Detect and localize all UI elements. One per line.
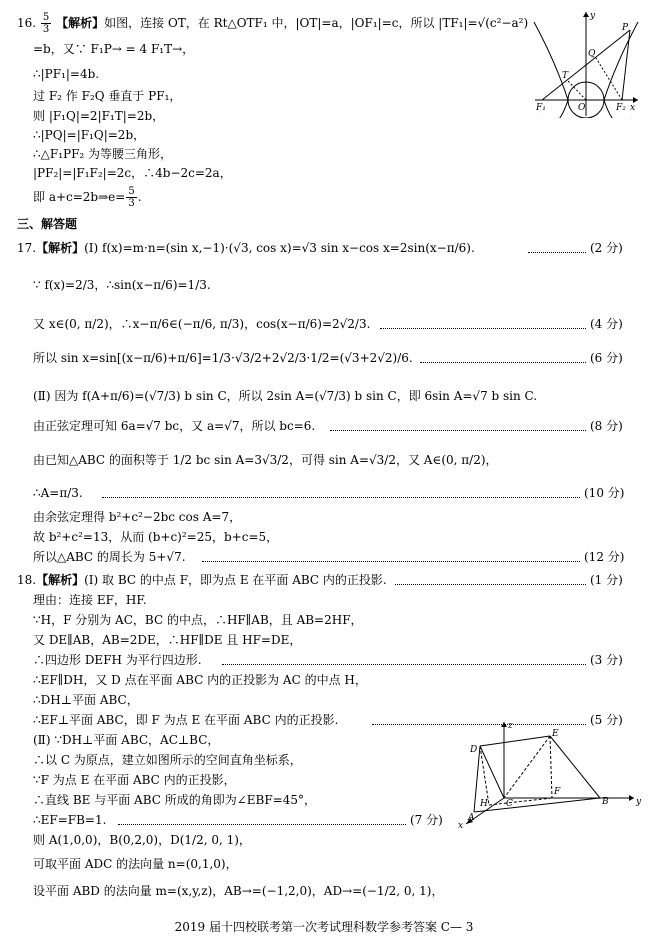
q17-score11: (12 分) <box>584 550 625 564</box>
label-a: A <box>468 813 475 823</box>
label-x: x <box>630 103 636 113</box>
q17-score8: (10 分) <box>584 486 625 500</box>
q16-line4: 过 F₂ 作 F₂Q 垂直于 PF₁， <box>33 89 182 103</box>
q18-line10: ∴以 C 为原点，建立如图所示的空间直角坐标系， <box>33 753 302 767</box>
line-f2q <box>596 58 622 100</box>
edge-ef <box>550 736 552 798</box>
edge-de <box>480 736 550 746</box>
q17-line2: ∵ f(x)=2/3，∴sin(x−π/6)=1/3. <box>33 278 211 292</box>
label-z: z <box>508 721 513 731</box>
q17-line5: (Ⅱ) 因为 f(A+π/6)=(√7/3) b sin C，所以 2sin A=(√7/3) b sin C，即 6sin A=√7 b sin C. <box>33 389 538 403</box>
label-t: T <box>562 71 569 81</box>
label-c: C <box>506 799 513 809</box>
label-o: O <box>578 103 586 113</box>
q18-line4: 又 DE∥AB，AB=2DE，∴HF∥DE 且 HF=DE， <box>33 633 302 647</box>
q18-line7: ∴DH⊥平面 ABC， <box>33 693 139 707</box>
q16-line9: 即 a+c=2b⇒e= $\frac{5}{3}$ . <box>33 186 142 209</box>
q18-score8: (5 分) <box>590 713 623 727</box>
label-f: F <box>554 787 561 797</box>
q16-line1: 16. $\frac{5}{3}$ 【解析】如图，连接 OT，在 Rt△OTF₁ 中，|OT|=a，|OF₁|=c，所以 |TF₁|=√(c²−a²) <box>17 12 529 35</box>
q17-line6: 由正弦定理可知 6a=√7 bc，又 a=√7，所以 bc=6. <box>33 419 316 433</box>
label-x: x <box>458 821 464 830</box>
page-footer: 2019 届十四校联考第一次考试理科数学参考答案 C— 3 <box>174 920 474 934</box>
q18-line3: ∵H，F 分别为 AC，BC 的中点，∴HF∥AB，且 AB=2HF， <box>33 613 363 627</box>
q18-line15: 可取平面 ADC 的法向量 n=(0,1,0)， <box>33 857 238 871</box>
q18-line5: ∴四边形 DEFH 为平行四边形. <box>33 653 202 667</box>
q18-line11: ∵F 为点 E 在平面 ABC 内的正投影， <box>33 773 236 787</box>
q18-line14: 则 A(1,0,0)，B(0,2,0)，D(1/2, 0, 1)， <box>33 833 251 847</box>
section-title: 三、解答题 <box>17 217 78 231</box>
q16-line3: ∴|PF₁|=4b. <box>33 67 100 81</box>
q17-line9: 由余弦定理得 b²+c²−2bc cos A=7， <box>33 510 242 524</box>
line-pf2 <box>622 30 630 100</box>
q17-score6: (8 分) <box>590 419 623 433</box>
q18-score1: (1 分) <box>590 573 623 587</box>
q17-score3: (4 分) <box>590 317 623 331</box>
q18-line8: ∴EF⊥平面 ABC，即 F 为点 E 在平面 ABC 内的正投影. <box>33 713 339 727</box>
q16-answer: $\frac{5}{3}$ <box>42 12 50 35</box>
q18-line13: ∴EF=FB=1. <box>33 813 107 827</box>
q16-line8: |PF₂|=|F₁F₂|=2c，∴4b−2c=2a， <box>33 166 232 180</box>
label-b: B <box>602 797 609 807</box>
label-p: P <box>622 23 629 33</box>
edge-ec <box>504 736 550 798</box>
label-y: y <box>590 11 596 21</box>
q16-line5: 则 |F₁Q|=2|F₁T|=2b， <box>33 109 165 123</box>
q18-line12: ∴直线 BE 与平面 ABC 所成的角即为∠EBF=45°， <box>33 793 317 807</box>
q17-line4: 所以 sin x=sin[(x−π/6)+π/6]=1/3·√3/2+2√2/3·1/2=(√3+2√2)/6. <box>33 351 413 365</box>
q16-line7: ∴△F₁PF₂ 为等腰三角形， <box>33 147 173 161</box>
label-h: H <box>480 799 488 809</box>
q18-solid-figure <box>452 718 642 830</box>
q18-line6: ∴EF∥DH，又 D 点在平面 ABC 内的正投影为 AC 的中点 H， <box>33 673 367 687</box>
q17-score4: (6 分) <box>590 351 623 365</box>
q17-line1: 17.【解析】(Ⅰ) f(x)=m·n=(sin x,−1)·(√3, cos x)=√3 sin x−cos x=2sin(x−π/6). <box>17 241 475 255</box>
q16-line2: =b，又∵ F₁P→ = 4 F₁T→， <box>33 42 195 56</box>
q16-line6: ∴|PQ|=|F₁Q|=2b， <box>33 128 146 142</box>
q17-line11: 所以△ABC 的周长为 5+√7. <box>33 550 186 564</box>
q17-line3: 又 x∈(0, π/2)，∴x−π/6∈(−π/6, π/3)，cos(x−π/6)=2√2/3. <box>33 317 371 331</box>
label-f1: F₁ <box>536 103 546 113</box>
label-f2: F₂ <box>616 103 626 113</box>
q18-line1: 18.【解析】(Ⅰ) 取 BC 的中点 F，即为点 E 在平面 ABC 内的正投影. <box>17 573 387 587</box>
label-y: y <box>636 797 642 807</box>
q18-score5: (3 分) <box>590 653 623 667</box>
label-e: E <box>552 729 559 739</box>
q17-score1: (2 分) <box>590 241 623 255</box>
q16-hyperbola-figure <box>530 8 642 118</box>
q17-line8: ∴A=π/3. <box>33 486 83 500</box>
q18-line2: 理由：连接 EF，HF. <box>33 593 147 607</box>
q18-score13: (7 分) <box>410 813 443 827</box>
q18-line16: 设平面 ABD 的法向量 m=(x,y,z)，AB→=(−1,2,0)，AD→=(−1/2, 0, 1)， <box>33 884 444 898</box>
label-q: Q <box>588 49 596 59</box>
label-d: D <box>470 745 478 755</box>
q17-line7: 由已知△ABC 的面积等于 1/2 bc sin A=3√3/2，可得 sin A=√3/2，又 A∈(0, π/2)， <box>33 453 498 467</box>
q17-line10: 故 b²+c²=13，从而 (b+c)²=25，b+c=5， <box>33 530 279 544</box>
q18-line9: (Ⅱ) ∵DH⊥平面 ABC，AC⊥BC， <box>33 733 220 747</box>
